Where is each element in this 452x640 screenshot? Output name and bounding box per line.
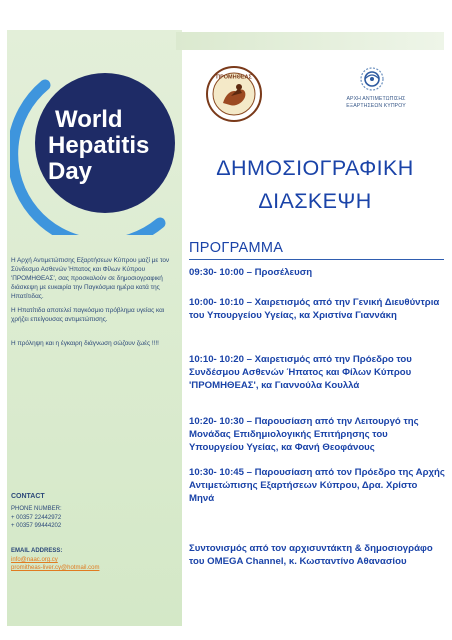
program-item-1: 09:30- 10:00 – Προσέλευση [189, 267, 313, 278]
sidebar-prevention-text: Η πρόληψη και η έγκαιρη διάγνωση σώζουν ζωές !!!! [11, 340, 159, 347]
phone-number-2: + 00357 99444202 [11, 523, 62, 529]
program-item-5: 10:30- 10:45 – Παρουσίαση από τον Πρόεδρο της Αρχής Αντιμετώπισης Εξαρτήσεων Κύπρου, Δρα. Χρίστο Μηνά [189, 467, 445, 504]
sidebar-intro-text: Η Αρχή Αντιμετώπισης Εξαρτήσεων Κύπρου μαζί με τον Σύνδεσμο Ασθενών Ήπατος και Φίλων Κύπρου 'ΠΡΟΜΗΘΕΑΣ', σας προσκαλούν σε δημοσιογραφική διάσκεψη με ευκαιρία την Παγκόσμια ημέρα κατά της Ηπατίτιδας. [11, 257, 170, 300]
logo-word-world: World [55, 106, 123, 133]
email-link-1[interactable]: info@naac.org.cy [11, 557, 58, 563]
email-label: EMAIL ADDRESS: [11, 548, 63, 554]
phone-label: PHONE NUMBER: [11, 506, 62, 512]
authority-name-line-2: ΕΞΑΡΤΗΣΕΩΝ ΚΥΠΡΟΥ [346, 102, 406, 109]
title-line-1: ΔΗΜΟΣΙΟΓΡΑΦΙΚΗ [216, 156, 414, 180]
email-link-2[interactable]: promitheas-liver.cy@hotmail.com [11, 565, 100, 571]
program-item-4: 10:20- 10:30 – Παρουσίαση από την Λειτουργό της Μονάδας Επιδημιολογικής Επιτήρησης του Υπουργείου Υγείας, κα Φανή Θεοφάνους [189, 416, 419, 453]
program-item-2: 10:00- 10:10 – Χαιρετισμός από την Γενική Διευθύντρια του Υπουργείου Υγείας, κα Χριστίνα Γιαννάκη [189, 297, 440, 321]
program-divider [189, 259, 444, 260]
page-title [190, 152, 440, 218]
authority-name [320, 96, 432, 109]
top-accent-bar [176, 32, 444, 50]
sidebar-problem-text: Η Ηπατίτιδα αποτελεί παγκόσμιο πρόβλημα υγείας και χρήζει επείγουσας αντιμετώπισης. [11, 307, 165, 323]
title-line-2: ΔΙΑΣΚΕΨΗ [258, 189, 372, 213]
contact-heading: CONTACT [11, 493, 45, 500]
seal-name-text: ΠΡΟΜΗΘΕΑΣ [216, 74, 252, 81]
authority-name-line-1: ΑΡΧΗ ΑΝΤΙΜΕΤΩΠΙΣΗΣ [346, 96, 406, 102]
phone-number-1: + 00357 22442972 [11, 515, 62, 521]
logo-word-day: Day [48, 158, 93, 185]
world-hepatitis-day-logo [10, 65, 180, 235]
coordination-note: Συντονισμός από τον αρχισυντάκτη & δημοσιογράφο του OMEGA Channel, κ. Κωσταντίνο Αθανασίου [189, 543, 433, 567]
program-heading: ΠΡΟΓΡΑΜΜΑ [189, 240, 284, 256]
logo-word-hepatitis: Hepatitis [48, 132, 150, 159]
program-item-3: 10:10- 10:20 – Χαιρετισμός από την Πρόεδρο του Συνδέσμου Ασθενών Ήπατος και Φίλων Κύπρου 'ΠΡΟΜΗΘΕΑΣ', κα Γιαννούλα Κουλλά [189, 354, 412, 391]
promitheas-seal-logo [206, 66, 262, 122]
authority-logo-icon [354, 64, 390, 94]
